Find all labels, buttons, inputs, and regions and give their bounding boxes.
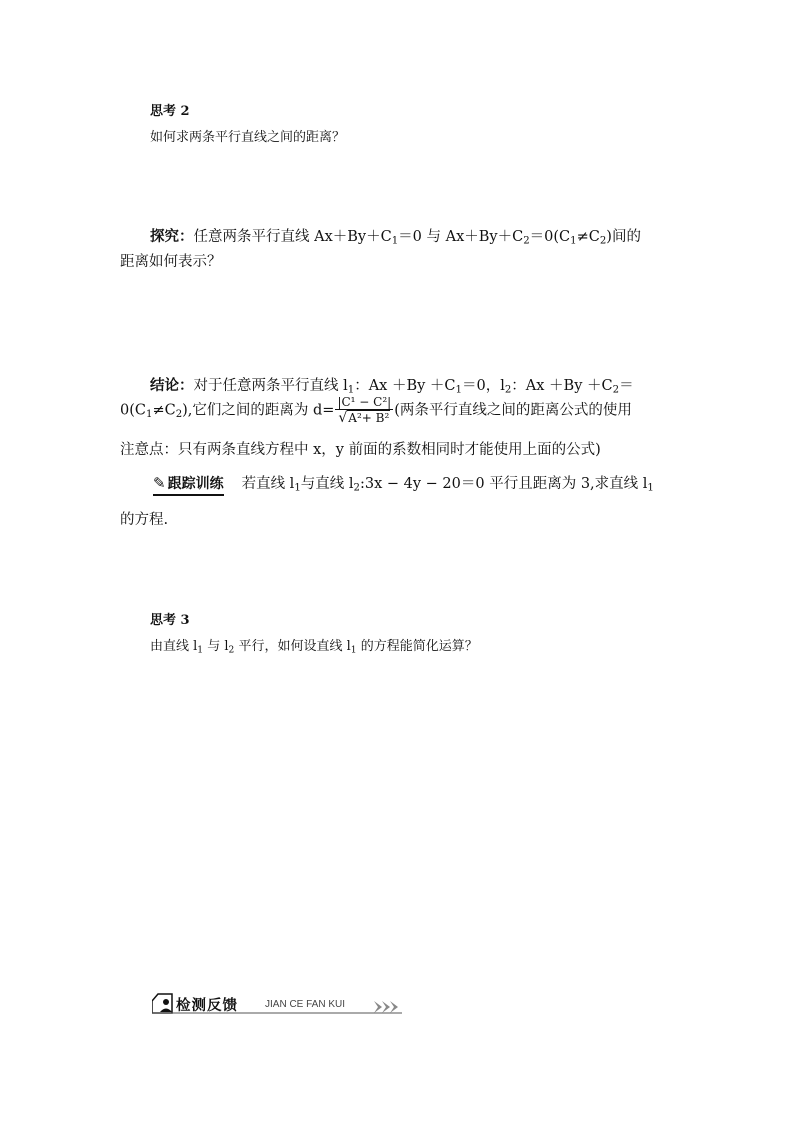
training-badge: ✎ 跟踪训练 [153, 473, 224, 496]
training-line2: 的方程. [120, 512, 169, 528]
explore-line1: 探究：任意两条平行直线 $Ax+By+C_1=0$ 与 $Ax+By+C_2=0(C_1\ne C_2)$间的 [150, 228, 641, 247]
conclusion-line2: $0(C_1\ne C_2)$,它们之间的距离为 d= $\frac{\text{|C¹ − C²|}}{\text{√A²+ B²}}$ (两条平行直线之间的距离公式的使用 [120, 395, 632, 426]
think2-question: 如何求两条平行直线之间的距离？ [150, 130, 346, 145]
training-line1: ✎ 跟踪训练 若直线 $l_1$与直线 $l_2:3x - 4y - 20=0$ 平行且距离为 3,求直线 $l_1$ [153, 472, 654, 496]
pencil-icon: ✎ [153, 474, 166, 492]
think3-heading: 思考 3 [150, 613, 190, 628]
banner-title: 检测反馈 [176, 998, 238, 1014]
section-banner-check-feedback [152, 993, 402, 1015]
explore-label: 探究： [150, 228, 194, 245]
think2-heading: 思考 2 [150, 104, 190, 119]
think3-question: 由直线 $l_1$ 与 $l_2$ 平行，如何设直线 $l_1$ 的方程能简化运算？ [150, 639, 478, 656]
distance-fraction: $\frac{\text{|C¹ − C²|}}{\text{√A²+ B²}}$ [337, 395, 392, 426]
conclusion-label: 结论： [150, 377, 194, 394]
explore-line2: 距离如何表示？ [120, 254, 222, 270]
conclusion-line1: 结论：对于任意两条平行直线 $l_1$：$Ax +By +C_1=0$，$l_2$：$Ax +By +C_2=$ [150, 377, 634, 396]
banner-subtitle: JIAN CE FAN KUI [265, 999, 346, 1010]
conclusion-line3: 注意点：只有两条直线方程中 x，y 前面的系数相同时才能使用上面的公式) [120, 442, 601, 458]
